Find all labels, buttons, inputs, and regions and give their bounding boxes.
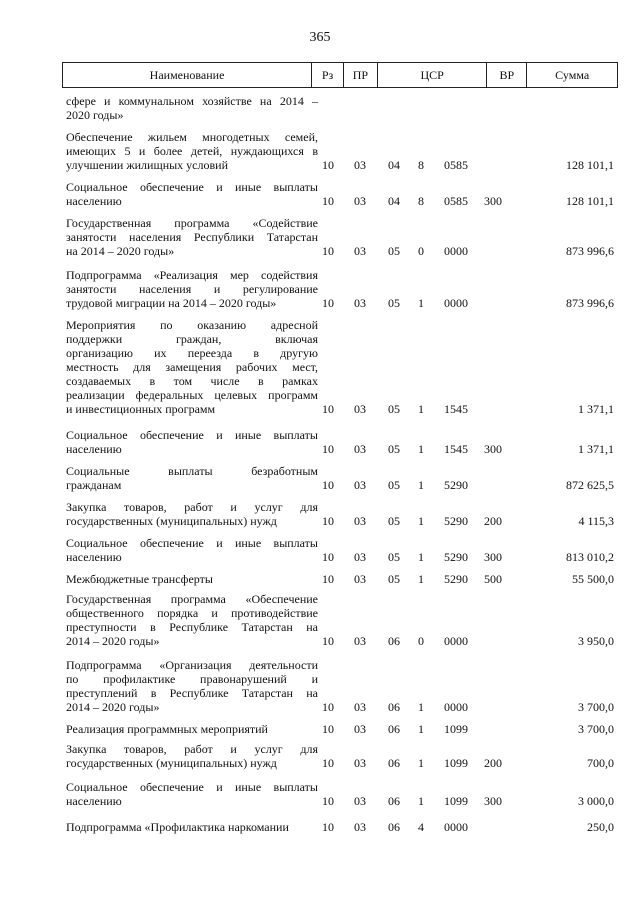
row-sum: 872 625,5 <box>566 478 614 492</box>
row-name-line: Подпрограмма «Профилактика наркомании <box>66 820 289 834</box>
row-csr-part3: 0585 <box>444 194 468 208</box>
row-sum: 3 000,0 <box>578 794 614 808</box>
row-name-line: преступлений в Республике Татарстан на <box>66 686 318 700</box>
row-name <box>66 658 318 714</box>
row-name <box>66 268 318 310</box>
table-row <box>66 722 614 736</box>
table-row <box>66 742 614 770</box>
table-row <box>66 216 614 258</box>
row-csr-part2: 8 <box>418 194 424 208</box>
row-pr: 03 <box>354 572 366 586</box>
row-sum: 128 101,1 <box>566 194 614 208</box>
row-sum: 813 010,2 <box>566 550 614 564</box>
row-csr-part1: 05 <box>388 402 400 416</box>
row-name <box>66 536 318 564</box>
row-csr-part3: 5290 <box>444 572 468 586</box>
row-name-line: населению <box>66 194 122 208</box>
header-name: Наименование <box>63 63 312 87</box>
row-name <box>66 500 318 528</box>
row-pr: 03 <box>354 700 366 714</box>
row-name-line: имеющих 5 и более детей, нуждающихся в <box>66 144 318 158</box>
row-csr-part1: 06 <box>388 820 400 834</box>
row-pr: 03 <box>354 634 366 648</box>
row-name <box>66 216 318 258</box>
row-csr-part3: 0000 <box>444 634 468 648</box>
row-rz: 10 <box>322 158 334 172</box>
row-csr-part2: 0 <box>418 244 424 258</box>
row-rz: 10 <box>322 634 334 648</box>
row-rz: 10 <box>322 700 334 714</box>
row-pr: 03 <box>354 402 366 416</box>
table-row <box>66 592 614 648</box>
row-name <box>66 572 318 586</box>
row-csr-part1: 04 <box>388 194 400 208</box>
row-name <box>66 94 318 122</box>
row-pr: 03 <box>354 296 366 310</box>
row-name-line: общественного порядка и противодействие <box>66 606 318 620</box>
row-name-line: Подпрограмма «Реализация мер содействия <box>66 268 318 282</box>
row-name-line: реализации федеральных целевых программ <box>66 388 318 402</box>
row-csr-part1: 05 <box>388 244 400 258</box>
row-name <box>66 592 318 648</box>
row-name-line: на 2014 – 2020 годы» <box>66 244 175 258</box>
row-csr-part2: 4 <box>418 820 424 834</box>
row-csr-part1: 05 <box>388 550 400 564</box>
row-csr-part1: 06 <box>388 756 400 770</box>
row-csr-part2: 1 <box>418 296 424 310</box>
row-rz: 10 <box>322 514 334 528</box>
page-number: 365 <box>309 30 331 45</box>
table-row <box>66 428 614 456</box>
row-name-line: местность для замещения рабочих мест, <box>66 360 318 374</box>
row-pr: 03 <box>354 550 366 564</box>
row-name-line: гражданам <box>66 478 122 492</box>
row-csr-part3: 0585 <box>444 158 468 172</box>
table-row <box>66 94 614 122</box>
row-vr: 200 <box>484 514 502 528</box>
row-sum: 250,0 <box>587 820 614 834</box>
row-name-line: Государственная программа «Обеспечение <box>66 592 318 606</box>
row-csr-part3: 1099 <box>444 756 468 770</box>
row-name-line: и инвестиционных программ <box>66 402 216 416</box>
row-name-line: занятости населения и регулирование <box>66 282 318 296</box>
row-vr: 500 <box>484 572 502 586</box>
row-name-line: Мероприятия по оказанию адресной <box>66 318 318 332</box>
row-name-line: населению <box>66 794 122 808</box>
row-name-line: преступности в Республике Татарстан на <box>66 620 318 634</box>
row-csr-part1: 05 <box>388 478 400 492</box>
row-csr-part1: 06 <box>388 794 400 808</box>
row-csr-part2: 0 <box>418 634 424 648</box>
row-name-line: населению <box>66 550 122 564</box>
row-name-line: Закупка товаров, работ и услуг для <box>66 742 318 756</box>
table-row <box>66 820 614 834</box>
row-name <box>66 318 318 416</box>
row-sum: 700,0 <box>587 756 614 770</box>
row-sum: 3 950,0 <box>578 634 614 648</box>
row-rz: 10 <box>322 550 334 564</box>
row-name-line: Реализация программных мероприятий <box>66 722 268 736</box>
header-csr: ЦСР <box>378 63 488 87</box>
row-csr-part2: 8 <box>418 158 424 172</box>
row-name <box>66 722 318 736</box>
row-rz: 10 <box>322 478 334 492</box>
row-name <box>66 820 318 834</box>
row-name-line: Закупка товаров, работ и услуг для <box>66 500 318 514</box>
row-name-line: организацию их переезда в другую <box>66 346 318 360</box>
table-row <box>66 536 614 564</box>
row-pr: 03 <box>354 158 366 172</box>
row-csr-part3: 1099 <box>444 794 468 808</box>
row-vr: 300 <box>484 194 502 208</box>
row-pr: 03 <box>354 244 366 258</box>
row-name-line: 2014 – 2020 годы» <box>66 700 160 714</box>
row-name-line: населению <box>66 442 122 456</box>
row-sum: 1 371,1 <box>578 442 614 456</box>
row-csr-part3: 0000 <box>444 820 468 834</box>
row-vr: 200 <box>484 756 502 770</box>
row-name <box>66 428 318 456</box>
row-pr: 03 <box>354 478 366 492</box>
row-csr-part1: 05 <box>388 514 400 528</box>
row-csr-part2: 1 <box>418 756 424 770</box>
row-csr-part2: 1 <box>418 700 424 714</box>
row-csr-part3: 1099 <box>444 722 468 736</box>
row-sum: 3 700,0 <box>578 700 614 714</box>
table-row <box>66 318 614 416</box>
row-name-line: Социальное обеспечение и иные выплаты <box>66 428 318 442</box>
row-sum: 3 700,0 <box>578 722 614 736</box>
row-csr-part3: 5290 <box>444 550 468 564</box>
row-name <box>66 464 318 492</box>
row-name-line: поддержки граждан, включая <box>66 332 318 346</box>
row-name-line: трудовой миграции на 2014 – 2020 годы» <box>66 296 277 310</box>
row-csr-part3: 0000 <box>444 700 468 714</box>
row-name-line: занятости населения Республики Татарстан <box>66 230 318 244</box>
row-csr-part2: 1 <box>418 402 424 416</box>
row-name-line: Обеспечение жильем многодетных семей, <box>66 130 318 144</box>
table-row <box>66 572 614 586</box>
row-name-line: Социальное обеспечение и иные выплаты <box>66 180 318 194</box>
row-csr-part1: 04 <box>388 158 400 172</box>
table-row <box>66 130 614 172</box>
table-row <box>66 780 614 808</box>
row-name-line: Социальные выплаты безработным <box>66 464 318 478</box>
row-name-line: государственных (муниципальных) нужд <box>66 756 277 770</box>
table-row <box>66 464 614 492</box>
table-row <box>66 658 614 714</box>
row-name-line: Государственная программа «Содействие <box>66 216 318 230</box>
table-row <box>66 500 614 528</box>
table-header <box>62 62 618 88</box>
row-name <box>66 780 318 808</box>
row-name-line: Социальное обеспечение и иные выплаты <box>66 780 318 794</box>
row-rz: 10 <box>322 756 334 770</box>
row-csr-part3: 1545 <box>444 402 468 416</box>
row-name <box>66 742 318 770</box>
row-vr: 300 <box>484 442 502 456</box>
row-rz: 10 <box>322 820 334 834</box>
row-csr-part3: 1545 <box>444 442 468 456</box>
table-row <box>66 268 614 310</box>
row-sum: 55 500,0 <box>572 572 614 586</box>
row-vr: 300 <box>484 794 502 808</box>
row-sum: 873 996,6 <box>566 244 614 258</box>
row-name-line: улучшении жилищных условий <box>66 158 228 172</box>
row-csr-part1: 05 <box>388 572 400 586</box>
table-row <box>66 180 614 208</box>
row-csr-part2: 1 <box>418 514 424 528</box>
row-csr-part3: 5290 <box>444 514 468 528</box>
row-sum: 1 371,1 <box>578 402 614 416</box>
row-pr: 03 <box>354 756 366 770</box>
row-rz: 10 <box>322 722 334 736</box>
row-csr-part1: 06 <box>388 634 400 648</box>
row-sum: 873 996,6 <box>566 296 614 310</box>
row-csr-part3: 0000 <box>444 244 468 258</box>
row-rz: 10 <box>322 402 334 416</box>
row-sum: 4 115,3 <box>578 514 614 528</box>
row-pr: 03 <box>354 794 366 808</box>
row-pr: 03 <box>354 194 366 208</box>
row-csr-part2: 1 <box>418 550 424 564</box>
row-rz: 10 <box>322 572 334 586</box>
row-rz: 10 <box>322 794 334 808</box>
row-name-line: 2014 – 2020 годы» <box>66 634 160 648</box>
row-csr-part1: 05 <box>388 442 400 456</box>
row-csr-part1: 05 <box>388 296 400 310</box>
row-csr-part2: 1 <box>418 794 424 808</box>
row-sum: 128 101,1 <box>566 158 614 172</box>
header-sum: Сумма <box>555 68 590 82</box>
row-rz: 10 <box>322 244 334 258</box>
row-name <box>66 180 318 208</box>
row-csr-part2: 1 <box>418 442 424 456</box>
row-name-line: Социальное обеспечение и иные выплаты <box>66 536 318 550</box>
row-pr: 03 <box>354 514 366 528</box>
row-name-line: Межбюджетные трансферты <box>66 572 213 586</box>
row-vr: 300 <box>484 550 502 564</box>
row-csr-part2: 1 <box>418 722 424 736</box>
row-name-line: сфере и коммунальном хозяйстве на 2014 – <box>66 94 318 108</box>
row-name-line: Подпрограмма «Организация деятельности <box>66 658 318 672</box>
row-name <box>66 130 318 172</box>
row-name-line: создаваемых в том числе в рамках <box>66 374 318 388</box>
row-csr-part2: 1 <box>418 478 424 492</box>
row-name-line: государственных (муниципальных) нужд <box>66 514 277 528</box>
row-name-line: по профилактике правонарушений и <box>66 672 318 686</box>
row-name-line: 2020 годы» <box>66 108 124 122</box>
header-pr: ПР <box>344 63 378 87</box>
row-pr: 03 <box>354 442 366 456</box>
header-rz: Рз <box>312 63 344 87</box>
header-vr: ВР <box>487 63 527 87</box>
row-csr-part1: 06 <box>388 722 400 736</box>
row-csr-part2: 1 <box>418 572 424 586</box>
row-rz: 10 <box>322 194 334 208</box>
row-csr-part1: 06 <box>388 700 400 714</box>
row-rz: 10 <box>322 442 334 456</box>
row-pr: 03 <box>354 722 366 736</box>
row-csr-part3: 5290 <box>444 478 468 492</box>
row-csr-part3: 0000 <box>444 296 468 310</box>
row-rz: 10 <box>322 296 334 310</box>
row-pr: 03 <box>354 820 366 834</box>
